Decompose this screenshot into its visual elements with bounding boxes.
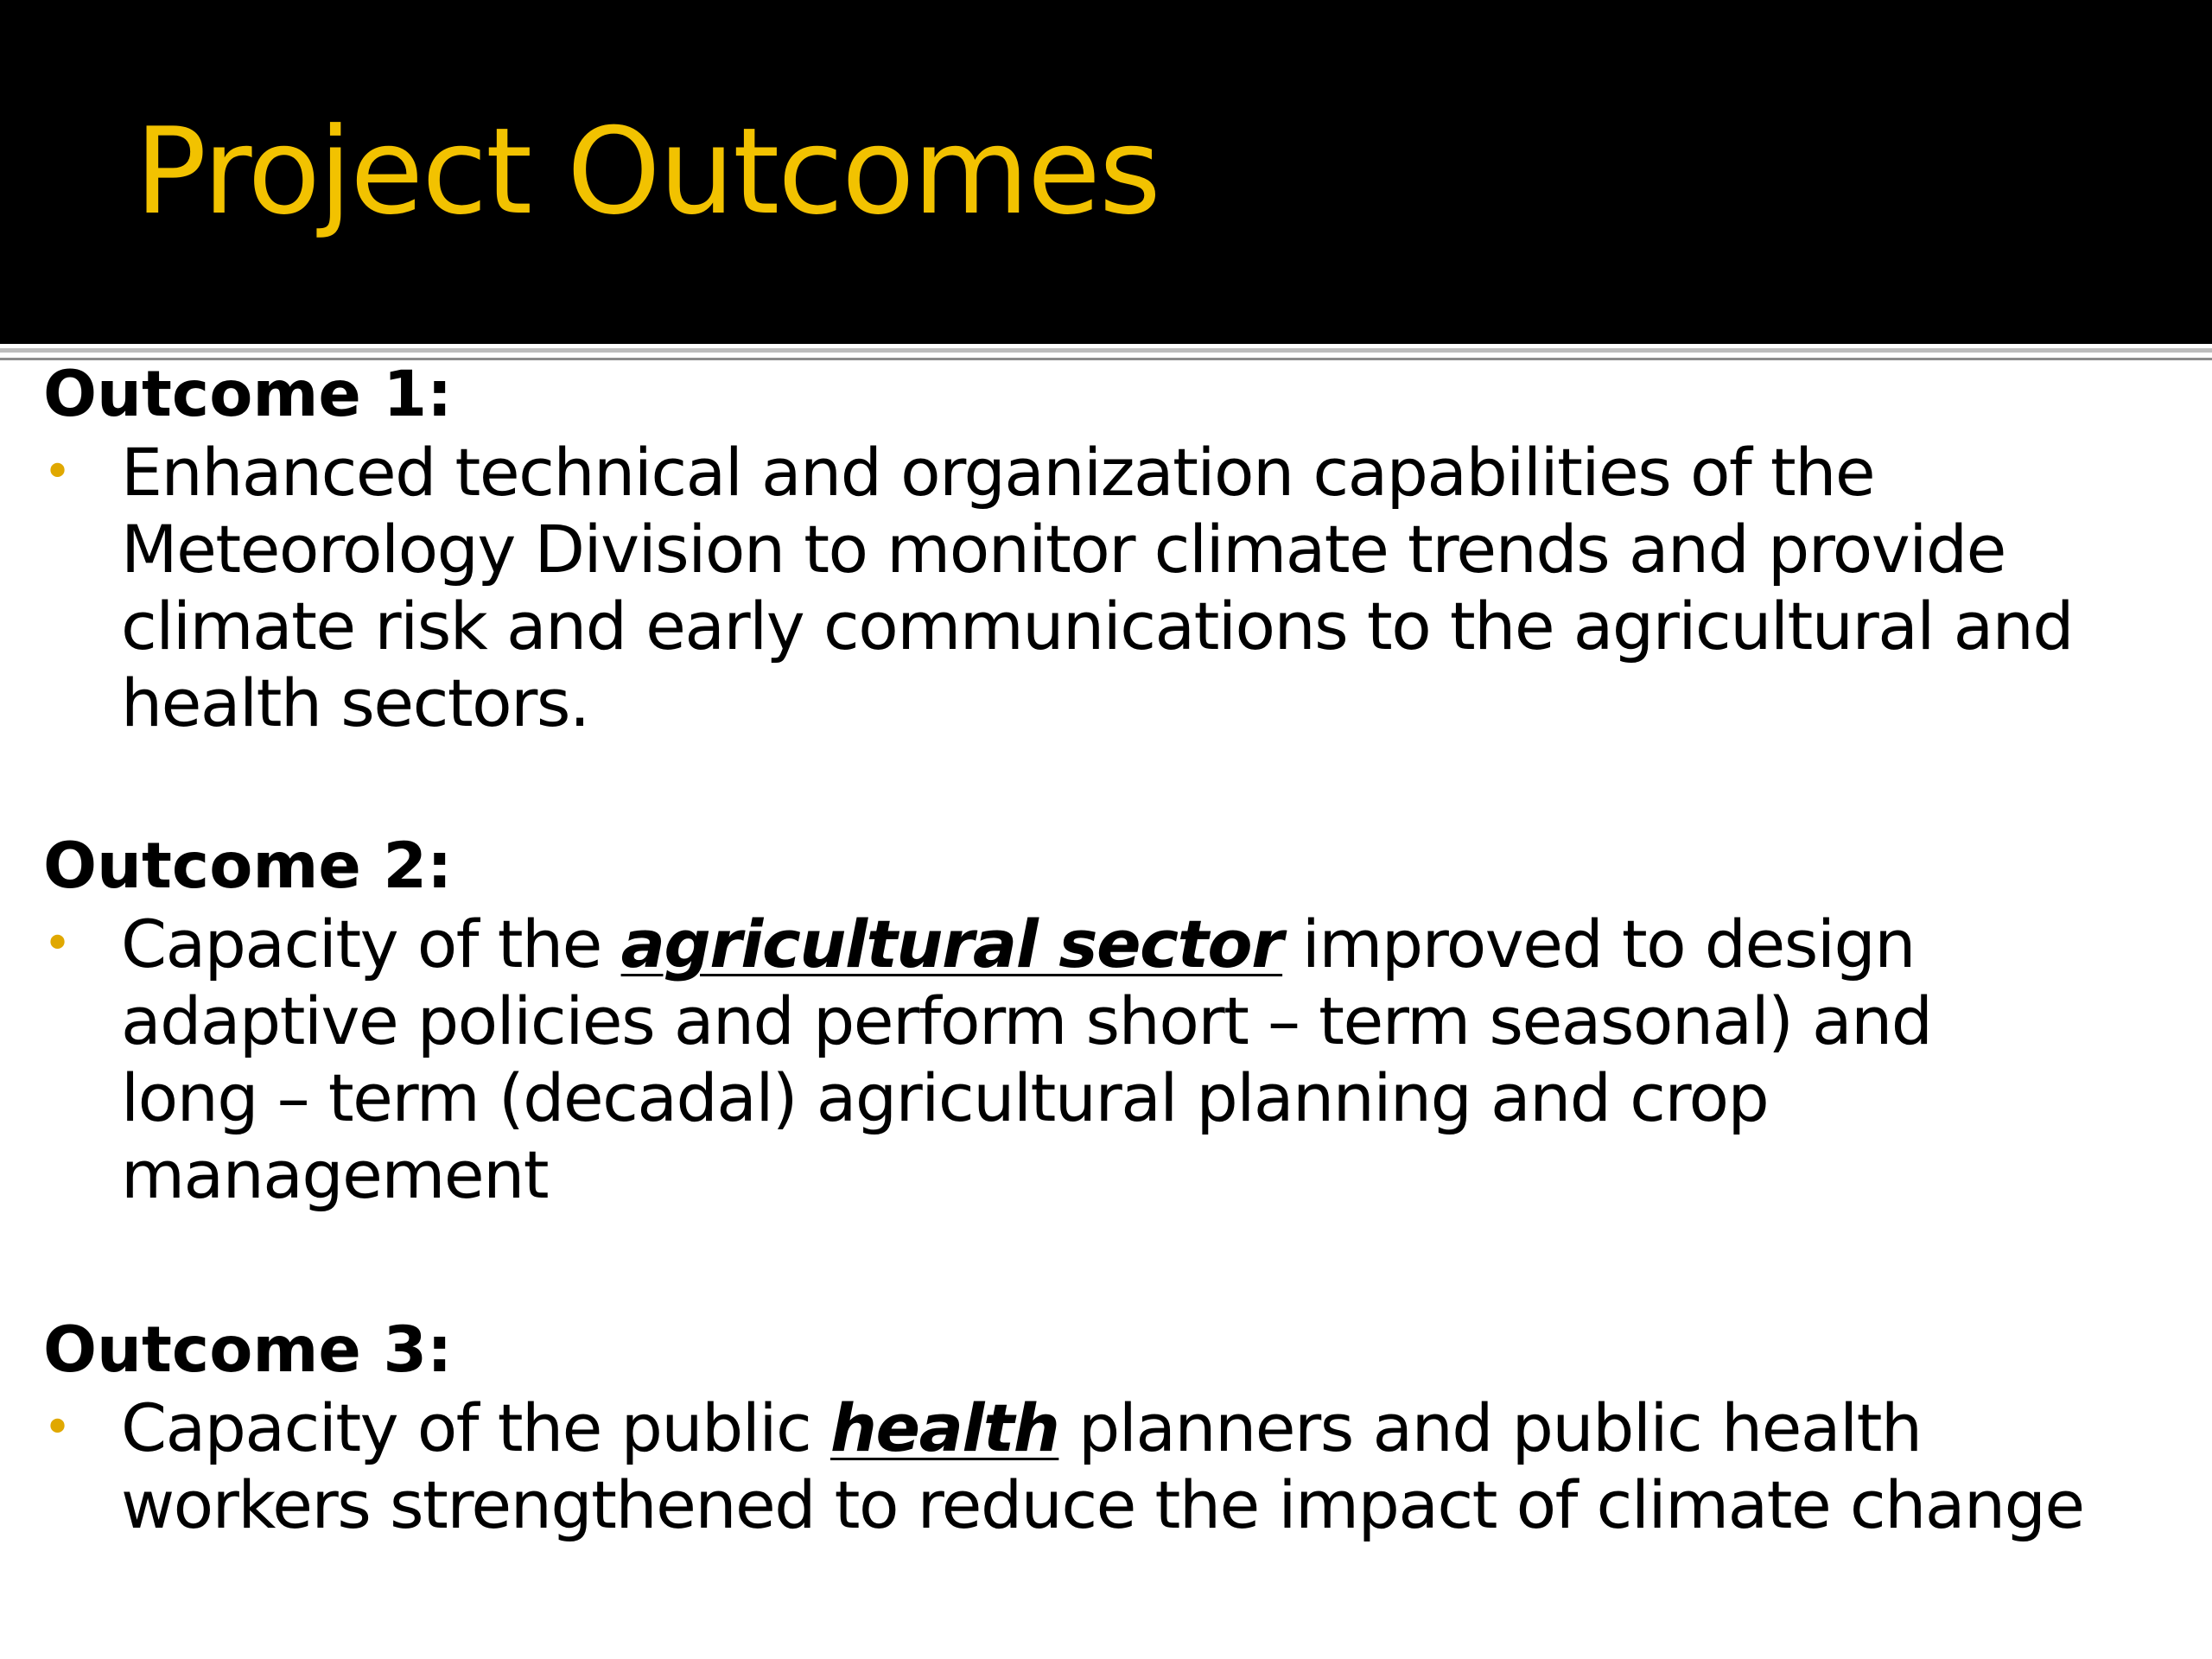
outcome-3-emphasis: health: [830, 1389, 1059, 1466]
outcome-3-bullet: [43, 1389, 2169, 1543]
title-divider-light: [0, 348, 2212, 353]
title-bar: [0, 0, 2212, 344]
slide-title: Project Outcomes: [135, 102, 1160, 241]
outcome-1: [43, 356, 2169, 741]
outcome-3: [43, 1312, 2169, 1543]
outcome-2: [43, 828, 2169, 1213]
bullet-icon: •: [43, 444, 71, 500]
outcome-1-heading: Outcome 1:: [43, 358, 453, 431]
outcome-3-text-before: Capacity of the public: [121, 1389, 830, 1466]
outcome-3-heading: Outcome 3:: [43, 1313, 453, 1387]
outcome-3-text-after: planners and public health: [1058, 1389, 1922, 1466]
outcome-1-line: climate risk and early communications to the agricultural and: [121, 588, 2074, 664]
outcome-3-line: [121, 1389, 2169, 1466]
outcome-2-emphasis: agricultural sector: [620, 906, 1283, 982]
bullet-icon: •: [43, 1400, 71, 1456]
outcome-1-bullet: [43, 434, 2169, 741]
outcome-1-line: Meteorology Division to monitor climate trends and provide: [121, 511, 2005, 588]
outcome-2-line: adaptive policies and perform short – term seasonal) and: [121, 982, 1932, 1059]
outcome-2-line: management: [121, 1136, 549, 1213]
outcome-2-heading: Outcome 2:: [43, 830, 453, 903]
outcome-2-text-after: improved to design: [1282, 906, 1915, 982]
outcome-2-line: [121, 906, 2169, 982]
bullet-icon: •: [43, 916, 71, 972]
outcome-3-line: workers strengthened to reduce the impact of climate change: [121, 1466, 2084, 1543]
outcome-1-line: health sectors.: [121, 664, 589, 741]
outcome-2-line: long – term (decadal) agricultural planning and crop: [121, 1059, 1769, 1136]
outcome-2-bullet: [43, 906, 2169, 1213]
outcome-1-line: Enhanced technical and organization capabilities of the: [121, 434, 1875, 511]
outcome-2-text-before: Capacity of the: [121, 906, 621, 982]
